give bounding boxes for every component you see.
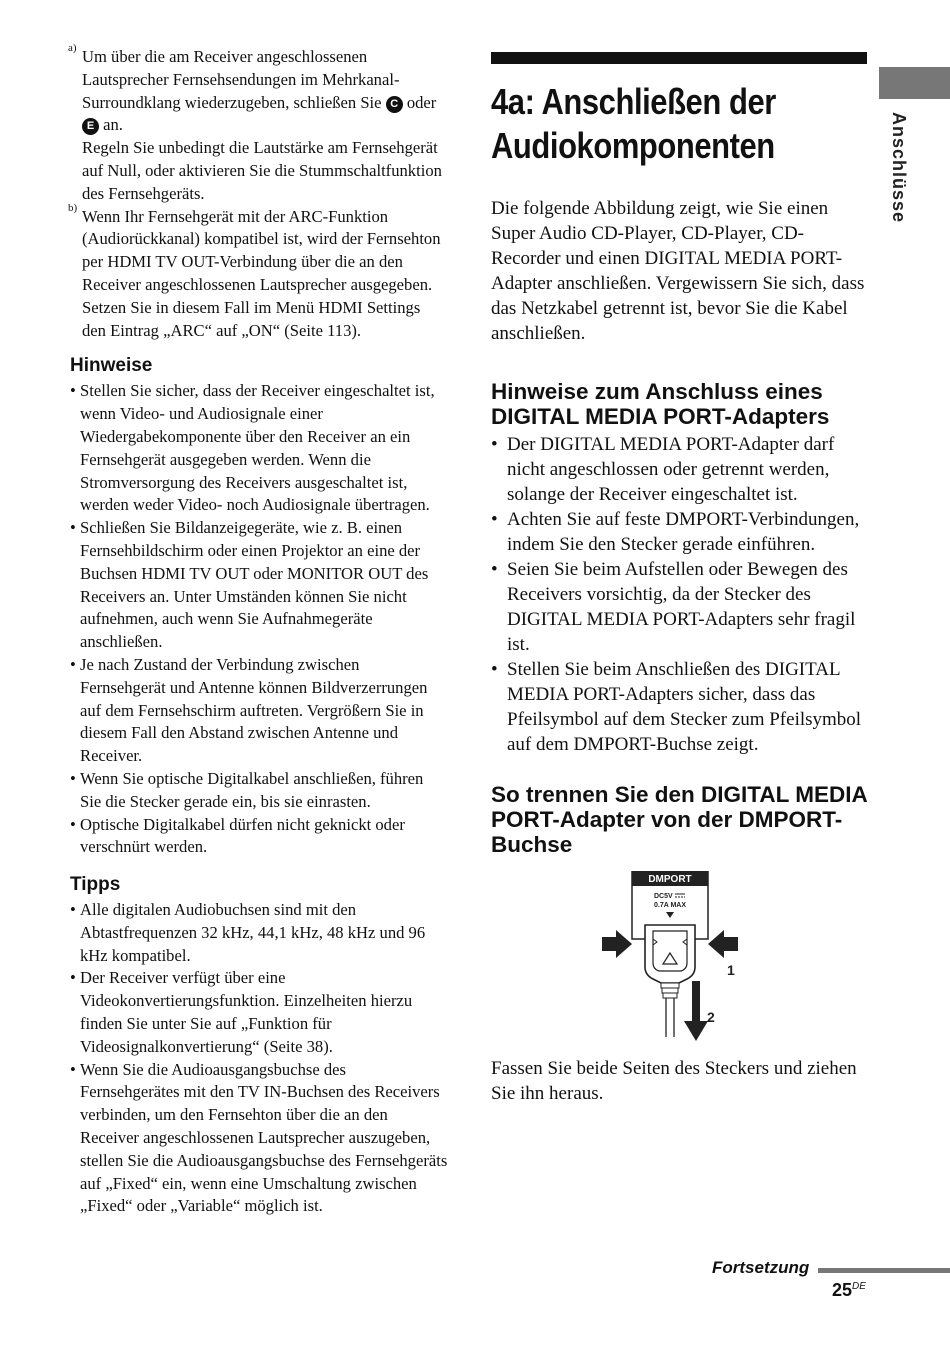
intro-paragraph: Die folgende Abbildung zeigt, wie Sie einen Super Audio CD-Player, CD-Player, CD-Recorder und einen DIGITAL MEDIA PORT-Adapter anschließen. Vergewissern Sie sich, dass das Netzkabel getrennt ist, bevor Sie die Kabel anschließen. <box>491 198 865 344</box>
dmport-connector-illustration <box>491 871 867 1047</box>
figure-caption: Fassen Sie beide Seiten des Steckers und ziehen Sie ihn heraus. <box>491 1058 857 1104</box>
footnote-b <box>68 201 448 343</box>
list-item: • Stellen Sie beim Anschließen des DIGITAL MEDIA PORT-Adapters sicher, dass das Pfeilsymbol auf dem Stecker zum Pfeilsymbol auf dem DMPORT-Buchse zeigt. <box>491 657 867 757</box>
list-item: • Der DIGITAL MEDIA PORT-Adapter darf nicht angeschlossen oder getrennt werden, solange der Receiver eingeschaltet ist. <box>491 432 867 507</box>
page-number: 25DE <box>832 1280 866 1300</box>
tipps-heading: Tipps <box>70 874 121 896</box>
footnote-marker: a) <box>68 42 77 54</box>
dmport-disconnect-figure <box>491 871 867 1047</box>
list-item: • Wenn Sie die Audioausgangsbuchse des Fernsehgerätes mit den TV IN-Buchsen des Receivers verbinden, um den Fernsehton über die an den Receiver angeschlossenen Lautsprecher auszugeben, stellen Sie die Audioausgangsbuchse des Fernsehgeräts auf „Fixed“ ein, wenn eine Umschaltung zwischen „Fixed“ oder „Variable“ möglich ist. <box>68 1059 448 1219</box>
chapter-tab-marker <box>879 67 950 99</box>
chapter-side-label: Anschlüsse <box>889 112 909 224</box>
footnote-text: Um über die am Receiver angeschlossenen Lautsprecher Fernsehsendungen im Mehrkanal-Surroundklang wiederzugeben, schließen Sie C oder E an. <box>82 47 437 135</box>
figure-port-label: DMPORT <box>648 874 692 885</box>
left-column <box>68 42 448 1218</box>
page-title: 4a: Anschließen der Audiokomponenten <box>491 81 776 166</box>
figure-step-1: 1 <box>727 962 735 978</box>
figure-step-2: 2 <box>707 1009 715 1025</box>
list-item: • Wenn Sie optische Digitalkabel anschließen, führen Sie die Stecker gerade ein, bis sie einrasten. <box>68 768 448 814</box>
connector-c-icon: C <box>386 96 403 113</box>
list-item: • Der Receiver verfügt über eine Videokonvertierungsfunktion. Einzelheiten hierzu finden Sie unter Sie auf „Funktion für Videosignalkonvertierung“ (Seite 38). <box>68 967 448 1058</box>
footnote-text: Wenn Ihr Fernsehgerät mit der ARC-Funktion (Audiorückkanal) kompatibel ist, wird der Fernsehton per HDMI TV OUT-Verbindung über die an den Receiver angeschlossenen Lautsprecher ausgegeben. Setzen Sie in diesem Fall im Menü HDMI Settings den Eintrag „ARC“ auf „ON“ (Seite 113). <box>82 206 441 340</box>
list-item: • Optische Digitalkabel dürfen nicht geknickt oder verschnürt werden. <box>68 814 448 860</box>
list-item: • Stellen Sie sicher, dass der Receiver eingeschaltet ist, wenn Video- und Audiosignale einer Wiedergabekomponente über den Receiver an ein Fernsehgerät ausgegeben werden. Wenn die Stromversorgung des Receivers ausgeschaltet ist, werden weder Video- noch Audiosignale übertragen. <box>68 380 448 517</box>
continued-label: Fortsetzung <box>712 1258 810 1277</box>
list-item: • Seien Sie beim Aufstellen oder Bewegen des Receivers vorsichtig, da der Stecker des DIGITAL MEDIA PORT-Adapters sehr fragil ist. <box>491 557 867 657</box>
tipps-list <box>68 899 448 1218</box>
figure-spec-1: DC5V <box>654 893 673 900</box>
list-item: • Achten Sie auf feste DMPORT-Verbindungen, indem Sie den Stecker gerade einführen. <box>491 507 867 557</box>
footnote-a <box>68 42 448 206</box>
figure-spec-2: 0.7A MAX <box>653 902 687 909</box>
connector-e-icon: E <box>82 118 99 135</box>
hinweise-heading: Hinweise <box>70 355 153 377</box>
footnote-text-2: Regeln Sie unbedingt die Lautstärke am Fernsehgerät auf Null, oder aktivieren Sie die Stummschaltfunktion des Fernsehgeräts. <box>82 138 442 203</box>
section-top-rule <box>491 52 867 64</box>
list-item: • Schließen Sie Bildanzeigegeräte, wie z. B. einen Fernsehbildschirm oder einen Projektor an eine der Buchsen HDMI TV OUT oder MONITOR OUT des Receivers an. Unter Umständen können Sie nicht aufnehmen, auch wenn Sie Aufnahmegeräte anschließen. <box>68 517 448 654</box>
list-item: • Alle digitalen Audiobuchsen sind mit den Abtastfrequenzen 32 kHz, 44,1 kHz, 48 kHz und 96 kHz kompatibel. <box>68 899 448 967</box>
hinweise-list <box>68 380 448 859</box>
dmport-notes-list <box>491 432 867 757</box>
right-column <box>491 52 867 1106</box>
dmport-notes-heading: Hinweise zum Anschluss eines DIGITAL MEDIA PORT-Adapters <box>491 379 830 429</box>
disconnect-heading: So trennen Sie den DIGITAL MEDIA PORT-Adapter von der DMPORT-Buchse <box>491 782 867 857</box>
footnote-marker: b) <box>68 201 78 214</box>
continued-rule <box>818 1268 950 1273</box>
page-suffix: DE <box>852 1281 866 1292</box>
list-item: • Je nach Zustand der Verbindung zwischen Fernsehgerät und Antenne können Bildverzerrungen auf dem Fernsehschirm auftreten. Vergrößern Sie in diesem Fall den Abstand zwischen Antenne und Receiver. <box>68 654 448 768</box>
